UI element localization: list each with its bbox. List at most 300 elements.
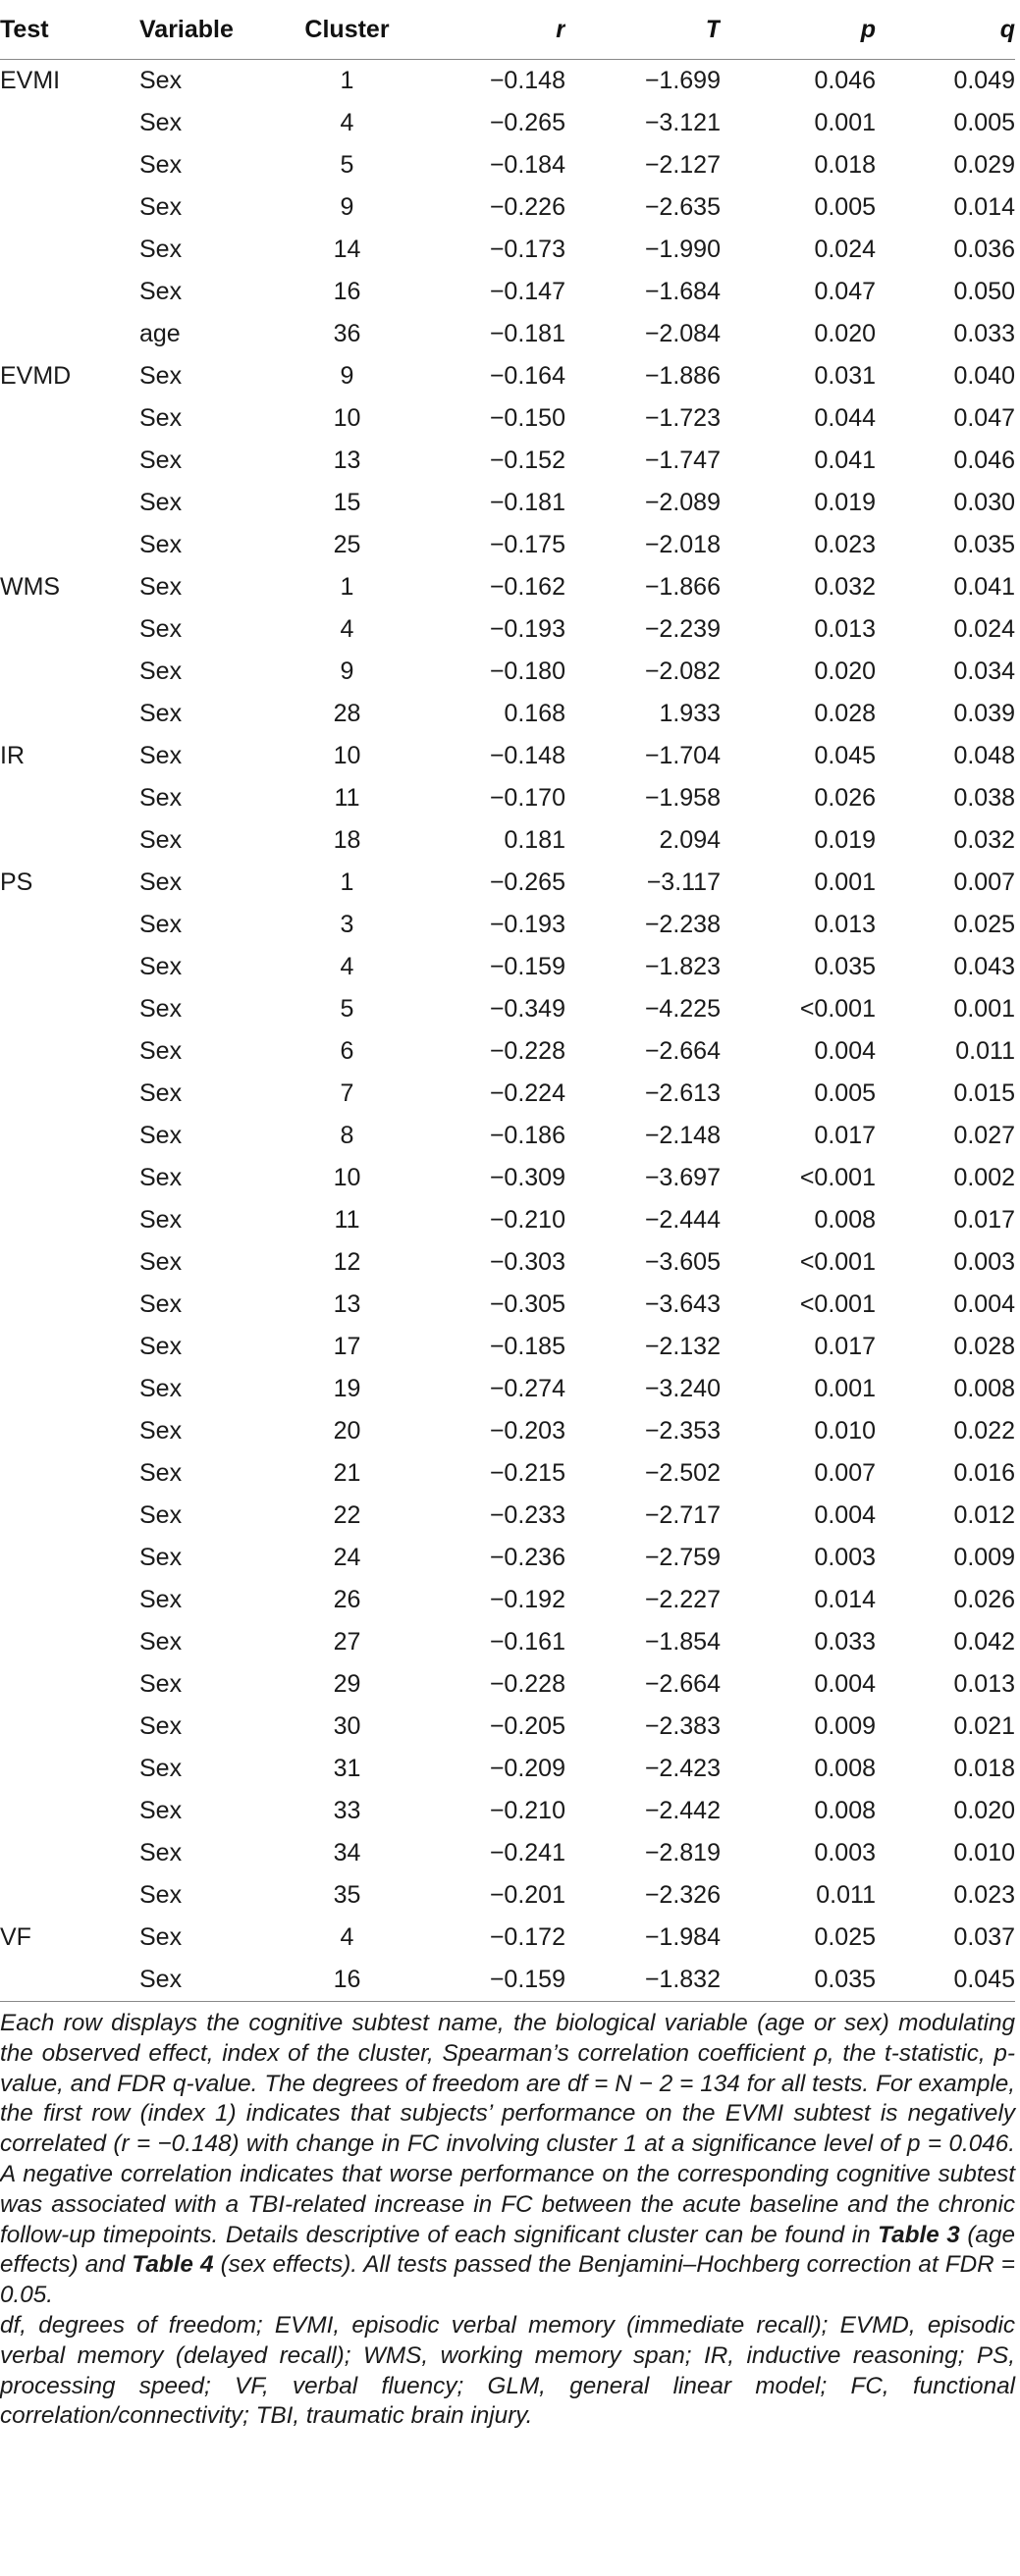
cell-p: <0.001 [799,1164,876,1191]
cell-r: −0.185 [489,1333,565,1360]
cell-variable: Sex [139,236,183,263]
cell-test [0,651,139,693]
cell-variable: Sex [139,447,183,474]
cell-q: 0.010 [953,1839,1015,1866]
cell-cluster: 7 [340,1079,354,1107]
cell-t: 1.933 [659,700,721,727]
cell-p: 0.024 [814,236,876,263]
cell-test [0,1157,139,1199]
cell-variable: Sex [139,911,183,938]
cell-q: 0.017 [953,1206,1015,1234]
cell-variable: Sex [139,700,183,727]
cell-r: −0.274 [489,1375,565,1402]
cell-q: 0.021 [953,1712,1015,1740]
cell-cluster: 26 [333,1586,361,1613]
cell-test [0,1959,139,2002]
cell-p: 0.014 [814,1586,876,1613]
table-row [0,1326,1015,1368]
cell-q: 0.029 [953,151,1015,179]
cell-p: 0.017 [814,1333,876,1360]
cell-q: 0.034 [953,657,1015,685]
cell-r: −0.172 [489,1923,565,1951]
cell-p: 0.003 [814,1839,876,1866]
cell-t: −3.605 [644,1248,721,1276]
cell-t: −3.121 [644,109,721,136]
footnote-text-2: (age effects) and [0,2221,1015,2279]
col-header-variable: Variable [139,0,285,60]
table-row [0,1537,1015,1579]
cell-t: −2.238 [644,911,721,938]
cell-p: 0.017 [814,1122,876,1149]
cell-t: −1.958 [644,784,721,812]
cell-cluster: 29 [333,1670,361,1698]
footnote-text-1: Each row displays the cognitive subtest name, the biological variable (age or sex) modulating the observed effect, index of the cluster, Spearman’s correlation coefficient ρ, the t-statistic, p-value, and FDR q-value. The degrees of freedom are df = N − 2 = 134 for all tests. For example, the first row (index 1) indicates that subjects’ performance on the EVMI subtest is negatively correlated (r = −0.148) with change in FC involving cluster 1 at a significance level of p = 0.046. A negative correlation indicates that worse performance on the corresponding cognitive subtest was associated with a TBI-related increase in FC between the acute baseline and the chronic follow-up timepoints. Details descriptive of each significant cluster can be found in [0,2010,1015,2248]
cell-p: 0.025 [814,1923,876,1951]
header-row [0,0,1015,60]
cell-test [0,1326,139,1368]
cell-r: −0.184 [489,151,565,179]
cell-variable: Sex [139,1797,183,1824]
cell-cluster: 30 [333,1712,361,1740]
cell-variable: Sex [139,1501,183,1529]
cell-t: −2.759 [644,1544,721,1571]
cell-t: −2.148 [644,1122,721,1149]
cell-t: −1.984 [644,1923,721,1951]
cell-q: 0.049 [953,67,1015,94]
cell-test [0,1537,139,1579]
cell-p: 0.023 [814,531,876,558]
cell-r: −0.193 [489,911,565,938]
cell-variable: Sex [139,615,183,643]
cell-variable: Sex [139,1959,285,2002]
cell-p: 0.010 [814,1417,876,1445]
cell-cluster: 22 [333,1501,361,1529]
col-header-r: r [409,0,565,60]
cell-variable: Sex [139,1923,183,1951]
cell-p: 0.004 [814,1670,876,1698]
cell-t: −1.832 [565,1959,721,2002]
cell-r: −0.181 [489,320,565,347]
cell-t: −2.239 [644,615,721,643]
cell-variable: Sex [139,1586,183,1613]
cell-cluster: 31 [333,1755,361,1782]
cell-cluster: 3 [340,911,354,938]
table-row [0,355,1015,397]
cell-q: 0.027 [953,1122,1015,1149]
cell-cluster: 4 [340,953,354,980]
table-row [0,186,1015,229]
cell-test [0,1368,139,1410]
cell-t: −3.697 [644,1164,721,1191]
cell-q: 0.030 [953,489,1015,516]
cell-r: −0.175 [489,531,565,558]
cell-cluster: 16 [285,1959,409,2002]
cell-q: 0.037 [953,1923,1015,1951]
cell-variable: Sex [139,1333,183,1360]
table-row [0,1874,1015,1917]
cell-p: 0.001 [814,109,876,136]
cell-r: −0.192 [489,1586,565,1613]
table-row [0,735,1015,777]
cell-cluster: 13 [333,1290,361,1318]
cell-cluster: 9 [340,193,354,221]
cell-variable: Sex [139,953,183,980]
cell-q: 0.039 [953,700,1015,727]
cell-test [0,1241,139,1284]
cell-p: 0.011 [816,1881,876,1909]
cell-variable: Sex [139,1206,183,1234]
cell-q: 0.004 [953,1290,1015,1318]
cell-test: VF [0,1923,31,1951]
cell-variable: Sex [139,868,183,896]
cell-test [0,313,139,355]
cell-r: −0.148 [489,67,565,94]
cell-t: −2.084 [644,320,721,347]
cell-q: 0.025 [953,911,1015,938]
cell-variable: Sex [139,109,183,136]
col-header-test: Test [0,0,139,60]
cell-test [0,1410,139,1452]
cell-p: 0.008 [814,1755,876,1782]
cell-test [0,186,139,229]
cell-p: 0.004 [814,1501,876,1529]
cell-cluster: 4 [340,615,354,643]
cell-test [0,904,139,946]
col-header-q: q [876,0,1015,60]
cell-r: −0.233 [489,1501,565,1529]
cell-cluster: 27 [333,1628,361,1656]
cell-variable: Sex [139,1164,183,1191]
table-footnotes [0,2009,1015,2432]
cell-p: 0.019 [814,489,876,516]
cell-test [0,397,139,440]
cell-cluster: 19 [333,1375,361,1402]
table-row [0,1368,1015,1410]
cell-r: −0.305 [489,1290,565,1318]
table-row [0,1917,1015,1959]
cell-r: −0.209 [489,1755,565,1782]
cell-r: −0.265 [489,868,565,896]
cell-test [0,988,139,1030]
cell-p: 0.013 [814,911,876,938]
cell-p: 0.028 [814,700,876,727]
cell-variable: Sex [139,826,183,854]
cell-q: 0.024 [953,615,1015,643]
cell-variable: Sex [139,1839,183,1866]
table-row [0,313,1015,355]
cell-test [0,524,139,566]
table-row [0,608,1015,651]
cell-p: 0.018 [814,151,876,179]
footnote-text-3: (sex effects). All tests passed the Benjamini–Hochberg correction at FDR = 0.05. [0,2251,1015,2309]
cell-t: −2.664 [644,1037,721,1065]
cell-q: 0.013 [953,1670,1015,1698]
cell-cluster: 6 [340,1037,354,1065]
cell-cluster: 12 [333,1248,361,1276]
cell-cluster: 17 [333,1333,361,1360]
table-row [0,988,1015,1030]
cell-cluster: 16 [333,278,361,305]
table-row [0,946,1015,988]
cell-test [0,1030,139,1073]
cell-q: 0.035 [953,531,1015,558]
col-header-t: T [565,0,721,60]
cell-p: 0.032 [814,573,876,601]
cell-q: 0.008 [953,1375,1015,1402]
cell-variable: age [139,320,181,347]
cell-p: 0.009 [814,1712,876,1740]
cell-p: <0.001 [799,1290,876,1318]
cell-t: −3.240 [644,1375,721,1402]
table-row [0,1790,1015,1832]
table-row [0,1495,1015,1537]
cell-q: 0.026 [953,1586,1015,1613]
cell-q: 0.015 [953,1079,1015,1107]
cell-cluster: 4 [340,109,354,136]
cell-test [0,1663,139,1706]
cell-test [0,608,139,651]
cell-q: 0.014 [953,193,1015,221]
cell-r: −0.228 [489,1037,565,1065]
cell-test: PS [0,868,33,896]
cell-cluster: 28 [333,700,361,727]
cell-test [0,1452,139,1495]
table-row [0,144,1015,186]
cell-variable: Sex [139,784,183,812]
cell-cluster: 36 [333,320,361,347]
cell-p: 0.035 [721,1959,876,2002]
cell-cluster: 20 [333,1417,361,1445]
table-row [0,1832,1015,1874]
cell-test [0,1706,139,1748]
cell-q: 0.022 [953,1417,1015,1445]
table-row [0,1115,1015,1157]
cell-p: 0.047 [814,278,876,305]
cell-t: −1.699 [644,67,721,94]
cell-variable: Sex [139,278,183,305]
cell-variable: Sex [139,362,183,390]
cell-p: 0.019 [814,826,876,854]
cell-r: −0.159 [409,1959,565,2002]
cell-t: 2.094 [659,826,721,854]
table-row [0,1579,1015,1621]
cell-r: −0.241 [489,1839,565,1866]
table-row [0,1748,1015,1790]
cell-p: 0.035 [814,953,876,980]
table-row [0,1157,1015,1199]
cell-p: 0.005 [814,1079,876,1107]
cell-p: 0.008 [814,1206,876,1234]
cell-r: 0.168 [504,700,565,727]
cell-cluster: 5 [340,151,354,179]
cell-r: −0.150 [489,404,565,432]
cell-r: −0.210 [489,1206,565,1234]
cell-t: −1.866 [644,573,721,601]
cell-cluster: 13 [333,447,361,474]
cell-variable: Sex [139,1079,183,1107]
cell-p: 0.020 [814,657,876,685]
cell-r: −0.226 [489,193,565,221]
cell-p: 0.003 [814,1544,876,1571]
table-row [0,904,1015,946]
cell-p: 0.001 [814,1375,876,1402]
table-row [0,102,1015,144]
cell-variable: Sex [139,1037,183,1065]
table-row [0,524,1015,566]
cell-p: 0.020 [814,320,876,347]
cell-test [0,229,139,271]
cell-r: −0.181 [489,489,565,516]
table-row [0,1706,1015,1748]
cell-r: −0.349 [489,995,565,1023]
cell-t: −2.442 [644,1797,721,1824]
cell-p: 0.007 [814,1459,876,1487]
cell-r: −0.203 [489,1417,565,1445]
cell-q: 0.012 [953,1501,1015,1529]
cell-test: IR [0,742,25,769]
cell-p: 0.005 [814,193,876,221]
cell-t: −2.227 [644,1586,721,1613]
cell-variable: Sex [139,573,183,601]
cell-q: 0.009 [953,1544,1015,1571]
cell-test [0,1579,139,1621]
cell-test [0,1748,139,1790]
cell-test [0,102,139,144]
cell-t: −2.717 [644,1501,721,1529]
cell-variable: Sex [139,1712,183,1740]
cell-variable: Sex [139,742,183,769]
table-row [0,397,1015,440]
cell-cluster: 8 [340,1122,354,1149]
table-row [0,566,1015,608]
table-row [0,862,1015,904]
table-row [0,482,1015,524]
cell-t: −1.747 [644,447,721,474]
cell-test [0,1832,139,1874]
table-row [0,1030,1015,1073]
cell-test [0,482,139,524]
footnote-ref-table-3: Table 3 [878,2221,960,2248]
cell-variable: Sex [139,67,183,94]
cell-cluster: 15 [333,489,361,516]
cell-variable: Sex [139,404,183,432]
cell-cluster: 5 [340,995,354,1023]
cell-cluster: 21 [333,1459,361,1487]
cell-q: 0.036 [953,236,1015,263]
cell-p: 0.046 [814,67,876,94]
table-row [0,1284,1015,1326]
cell-test [0,271,139,313]
cell-p: 0.004 [814,1037,876,1065]
cell-p: 0.044 [814,404,876,432]
cell-cluster: 10 [333,1164,361,1191]
cell-q: 0.038 [953,784,1015,812]
cell-test [0,1199,139,1241]
cell-r: −0.228 [489,1670,565,1698]
cell-r: −0.152 [489,447,565,474]
cell-q: 0.033 [953,320,1015,347]
cell-p: 0.045 [814,742,876,769]
cell-cluster: 24 [333,1544,361,1571]
cell-r: −0.205 [489,1712,565,1740]
cell-cluster: 14 [333,236,361,263]
footnote-ref-table-4: Table 4 [132,2251,214,2279]
cell-cluster: 35 [333,1881,361,1909]
cell-variable: Sex [139,1881,183,1909]
cell-cluster: 34 [333,1839,361,1866]
cell-cluster: 9 [340,657,354,685]
table-row [0,1199,1015,1241]
cell-t: −1.704 [644,742,721,769]
cell-variable: Sex [139,1544,183,1571]
cell-t: −2.635 [644,193,721,221]
cell-r: −0.236 [489,1544,565,1571]
cell-q: 0.042 [953,1628,1015,1656]
cell-variable: Sex [139,1417,183,1445]
cell-cluster: 25 [333,531,361,558]
table-row [0,1241,1015,1284]
table-row [0,60,1015,103]
cell-q: 0.028 [953,1333,1015,1360]
cell-variable: Sex [139,151,183,179]
cell-r: −0.303 [489,1248,565,1276]
cell-variable: Sex [139,1290,183,1318]
table-row [0,229,1015,271]
cell-variable: Sex [139,1375,183,1402]
table-row [0,1452,1015,1495]
cell-test [0,819,139,862]
cell-test [0,1621,139,1663]
cell-cluster: 9 [340,362,354,390]
table-row [0,651,1015,693]
table-row [0,1959,1015,2002]
cell-r: −0.193 [489,615,565,643]
cell-t: −1.723 [644,404,721,432]
cell-variable: Sex [139,1628,183,1656]
cell-cluster: 18 [333,826,361,854]
cell-t: −2.502 [644,1459,721,1487]
cell-q: 0.046 [953,447,1015,474]
cell-variable: Sex [139,531,183,558]
cell-r: −0.210 [489,1797,565,1824]
footnote-abbreviations: df, degrees of freedom; EVMI, episodic verbal memory (immediate recall); EVMD, episodic verbal memory (delayed recall); WMS, working memory span; IR, inductive reasoning; PS, processing speed; VF, verbal fluency; GLM, general linear model; FC, functional correlation/connectivity; TBI, traumatic brain injury. [0,2311,1015,2430]
cell-test [0,693,139,735]
cell-q: 0.001 [953,995,1015,1023]
cell-cluster: 1 [340,573,354,601]
table-row [0,1621,1015,1663]
cell-q: 0.032 [953,826,1015,854]
cell-t: −1.886 [644,362,721,390]
cell-t: −2.664 [644,1670,721,1698]
table-row [0,440,1015,482]
cell-t: −2.018 [644,531,721,558]
cell-r: −0.309 [489,1164,565,1191]
cell-t: −2.819 [644,1839,721,1866]
cell-q: 0.011 [955,1037,1015,1065]
cell-p: 0.008 [814,1797,876,1824]
cell-q: 0.043 [953,953,1015,980]
cell-t: −2.132 [644,1333,721,1360]
cell-r: −0.173 [489,236,565,263]
table-row [0,819,1015,862]
cell-test [0,1073,139,1115]
cell-q: 0.020 [953,1797,1015,1824]
cell-test: EVMI [0,67,61,94]
cell-r: −0.148 [489,742,565,769]
cell-cluster: 4 [340,1923,354,1951]
table-body [0,60,1015,2002]
cell-r: −0.224 [489,1079,565,1107]
